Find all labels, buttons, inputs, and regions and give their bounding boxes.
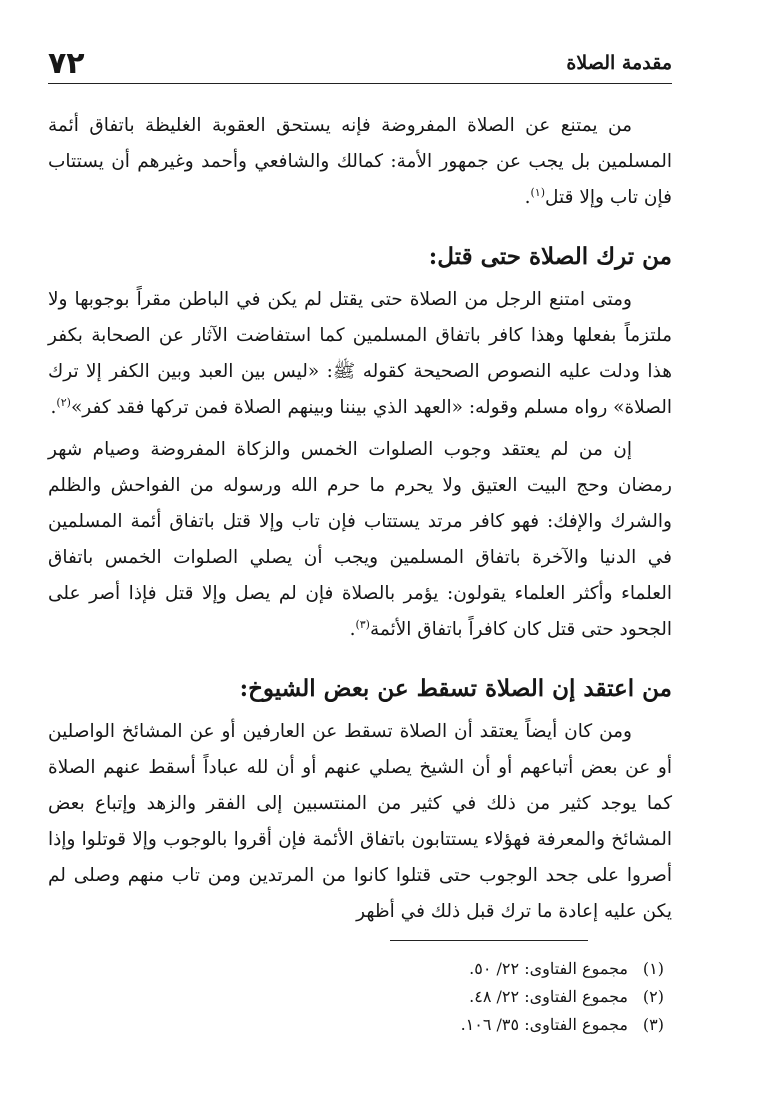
footnote-3 <box>264 1011 664 1039</box>
intro-paragraph <box>48 108 672 216</box>
section2-paragraph-1 <box>48 714 672 930</box>
section1-para2-end: . <box>349 619 356 640</box>
running-title: مقدمة الصلاة <box>566 52 672 74</box>
footnote-divider <box>390 940 588 941</box>
section1-para1-text: ومتى امتنع الرجل من الصلاة حتى يقتل لم يكن في الباطن مقراً بوجوبها ولا ملتزماً بفعلها وهذا كافر باتفاق المسلمين كما استفاضت الآثار عن الصحابة بكفر هذا ودلت عليه النصوص الصحيحة كقوله ﷺ: «ليس بين العبد وبين الكفر إلا ترك الصلاة» رواه مسلم وقوله: «العهد الذي بيننا وبينهم الصلاة فمن تركها فقد كفر» <box>48 289 672 418</box>
footnote-text: مجموع الفتاوى: ٣٥/ ١٠٦. <box>460 1015 628 1034</box>
section-heading-sheikhs: من اعتقد إن الصلاة تسقط عن بعض الشيوخ: <box>239 675 672 702</box>
header-divider <box>48 83 672 84</box>
footnote-ref-1: (١) <box>530 185 546 199</box>
footnote-ref-3: (٣) <box>355 617 370 631</box>
footnote-text: مجموع الفتاوى: ٢٢/ ٤٨. <box>469 987 628 1006</box>
section1-paragraph-2 <box>48 432 672 648</box>
footnote-1 <box>264 955 664 983</box>
footnote-ref-2: (٢) <box>56 395 71 409</box>
section1-paragraph-1 <box>48 282 672 426</box>
intro-end: . <box>524 187 531 208</box>
section2-para1-text: ومن كان أيضاً يعتقد أن الصلاة تسقط عن العارفين أو عن المشائخ الواصلين أو عن بعض أتباعهم أو أن الشيخ يصلي عنهم أو أن لله عباداً أسقط عنهم الصلاة كما يوجد كثير من ذلك في كثير من المنتسبين إلى الفقر والزهد وإتباع بعض المشائخ والمعرفة فهؤلاء يستتابون باتفاق الأئمة فإن أقروا بالوجوب وإلا قوتلوا وإذا أصروا على جحد الوجوب حتى قتلوا كانوا من المرتدين ومن تاب منهم وصلى لم يكن عليه إعادة ما ترك قبل ذلك في أظهر <box>48 721 672 922</box>
page-body <box>48 108 672 936</box>
footnotes <box>264 955 664 1039</box>
footnote-text: مجموع الفتاوى: ٢٢/ ٥٠. <box>469 959 628 978</box>
page-header <box>48 46 672 86</box>
section1-para2-text: إن من لم يعتقد وجوب الصلوات الخمس والزكاة المفروضة وصيام شهر رمضان وحج البيت العتيق ولا يحرم ما حرم الله ورسوله من الفواحش والظلم والشرك والإفك: فهو كافر مرتد يستتاب فإن تاب وإلا قتل باتفاق أئمة المسلمين في الدنيا والآخرة باتفاق المسلمين ويجب أن يصلي الصلوات الخمس باتفاق العلماء وأكثر العلماء يقولون: يؤمر بالصلاة فإن لم يصل وإلا قتل فإذا أصر على الجحود حتى قتل كان كافراً باتفاق الأئمة <box>48 439 672 640</box>
section-heading-prayer-abandonment: من ترك الصلاة حتى قتل: <box>428 243 672 270</box>
page-number: ٧٢ <box>48 46 85 81</box>
footnote-number: (٢) <box>642 987 664 1006</box>
footnote-number: (١) <box>642 959 664 978</box>
intro-text: من يمتنع عن الصلاة المفروضة فإنه يستحق العقوبة الغليظة باتفاق أئمة المسلمين بل يجب عن جمهور الأمة: كمالك والشافعي وأحمد وغيرهم أن يستتاب فإن تاب وإلا قتل <box>48 115 672 208</box>
section1-para1-end: . <box>50 397 57 418</box>
footnote-2 <box>264 983 664 1011</box>
footnote-number: (٣) <box>642 1015 664 1034</box>
